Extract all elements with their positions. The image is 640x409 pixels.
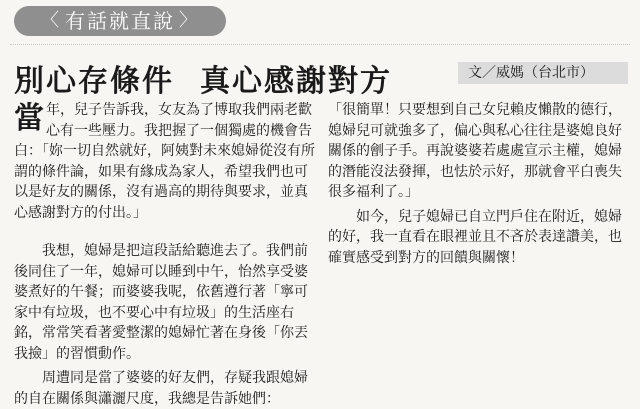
headline-part2: 真心感謝對方 <box>200 64 392 99</box>
paragraph-1 <box>14 100 316 223</box>
chevron-left-icon: 〈 <box>41 10 61 31</box>
dropcap: 當 <box>14 101 44 136</box>
paragraph-3: 周遭同是當了婆婆的好友們，存疑我跟媳婦的自在關係與瀟灑尺度，我總是告訴她們： <box>14 370 308 407</box>
article-column-left <box>14 100 316 409</box>
article-column-right <box>328 100 632 268</box>
paragraph-5: 如今，兒子媳婦已自立門戶住在附近，媳婦的好，我一直看在眼裡並且不吝於表達讚美，也確實感受到對方的回饋與關懷！ <box>328 208 622 266</box>
headline <box>14 56 392 100</box>
byline: 文／威媽（台北市） <box>458 62 628 84</box>
column-tag <box>14 6 226 36</box>
column-tag-label: 有話就直說 <box>65 9 175 33</box>
headline-part1: 別心存條件 <box>14 64 174 99</box>
chevron-right-icon: 〉 <box>179 10 199 31</box>
paragraph-1-text: 年，兒子告訴我，女友為了博取我們兩老歡心有一些壓力。我把握了一個獨處的機會告白：「妳一切自然就好，阿姨對未來媳婦從沒有所謂的條件論，如果有緣成為家人，希望我們也可以是好友的關係，沒有過高的期待與要求，並真心感謝對方的付出。」 <box>14 102 315 221</box>
divider <box>10 44 630 45</box>
paragraph-4: 「很簡單！只要想到自己女兒賴皮懶散的德行，媳婦兒可就強多了，偏心與私心往往是婆媳良好關係的劊子手。再說婆婆若處處宣示主權，媳婦的潛能沒法發揮，也怯於示好，那就會平白喪失很多福利了。」 <box>328 102 622 200</box>
paragraph-2: 我想，媳婦是把這段話給聽進去了。我們前後同住了一年，媳婦可以睡到中午，怡然享受婆婆煮好的午餐；而婆婆我呢，依舊遵行著「寧可家中有垃圾，也不要心中有垃圾」的生活座右銘，常常笑看著愛整潔的媳婦忙著在身後「你丟我撿」的習慣動作。 <box>14 243 308 362</box>
